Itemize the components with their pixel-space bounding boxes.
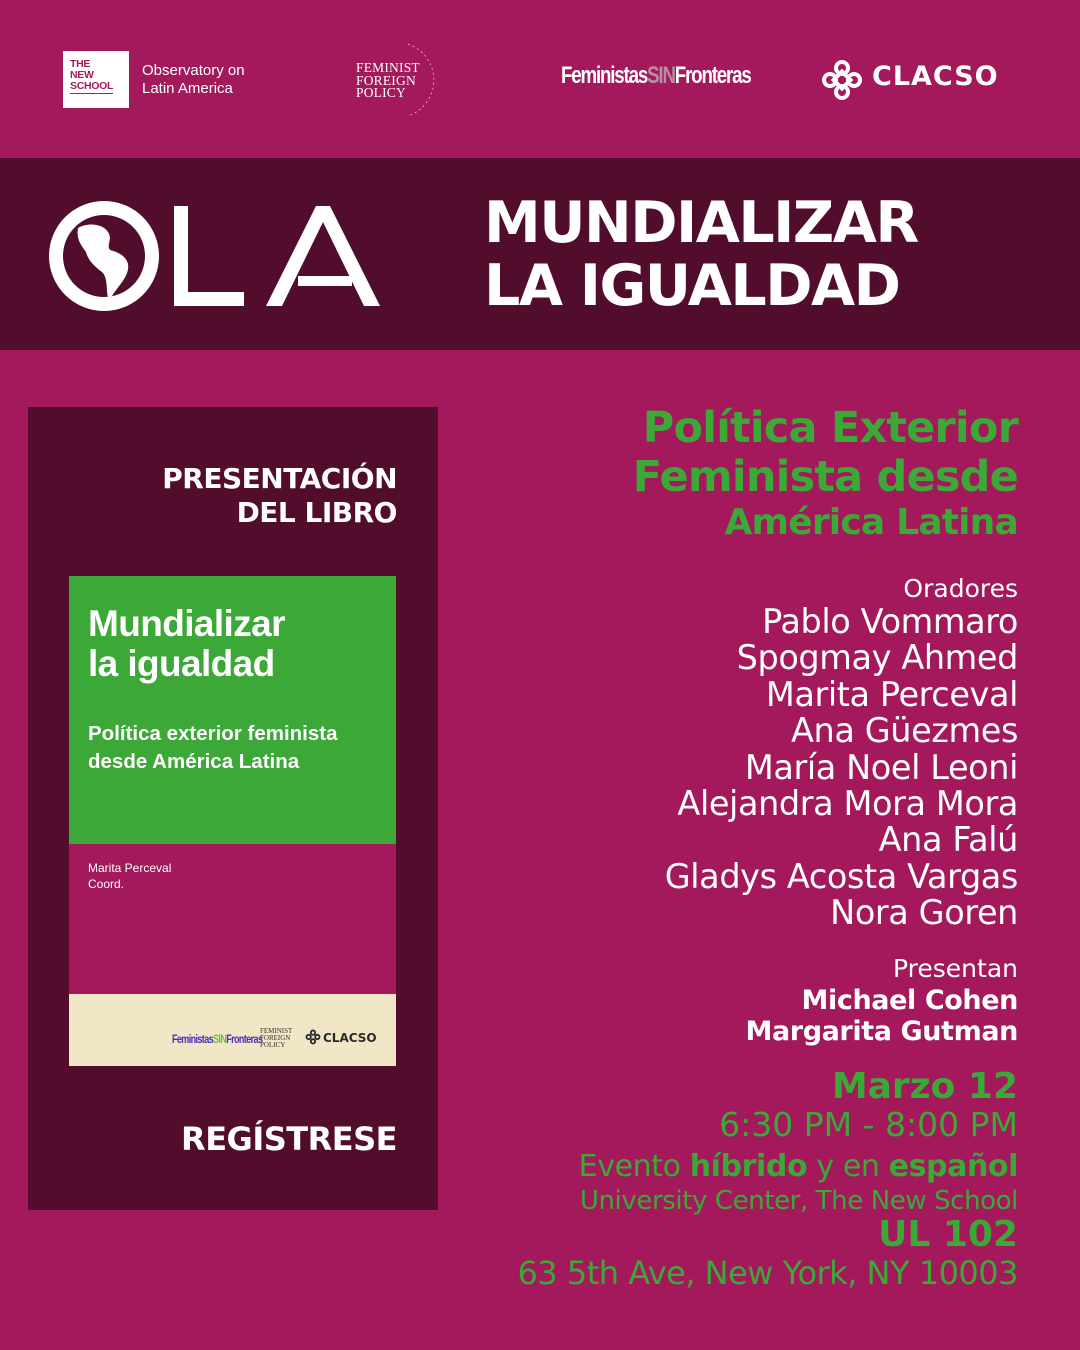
fsf-part1: Feministas [561, 62, 648, 89]
book-ffp-line1: FEMINIST [260, 1027, 293, 1035]
speaker-name: María Noel Leoni [744, 747, 1018, 787]
speaker-name: Ana Güezmes [790, 711, 1018, 751]
event-title-line3: América Latina [724, 502, 1018, 543]
event-address: 63 5th Ave, New York, NY 10003 [517, 1254, 1018, 1292]
clacso-logo-text: CLACSO [872, 61, 999, 92]
book-fsf-part3: Fronteras [226, 1032, 263, 1046]
ffp-line3: POLICY [356, 85, 406, 100]
ffp-line2: FOREIGN [356, 72, 416, 88]
new-school-logo-line3: SCHOOL [70, 80, 114, 92]
book-author-name: Marita Perceval [88, 861, 172, 875]
speakers-list [665, 604, 1018, 932]
speaker-name: Gladys Acosta Vargas [664, 856, 1018, 896]
card-heading-line1: PRESENTACIÓN [162, 462, 397, 495]
observatory-line1: Observatory on [142, 62, 245, 79]
book-cover [69, 576, 396, 1066]
event-time: 6:30 PM - 8:00 PM [719, 1105, 1018, 1144]
book-clacso-text: CLACSO [323, 1031, 377, 1045]
speaker-name: Nora Goren [830, 893, 1018, 933]
speaker-name: Spogmay Ahmed [736, 638, 1018, 678]
fsf-part3: Fronteras [674, 62, 751, 89]
clacso-knot-icon [820, 58, 864, 102]
book-ffp-logo [260, 1028, 292, 1049]
book-fsf-logo [172, 1032, 262, 1046]
ffp-line1: FEMINIST [356, 60, 420, 75]
card-heading-line2: DEL LIBRO [236, 496, 397, 529]
observatory-text [142, 62, 245, 98]
event-mode-middle: y en [807, 1149, 889, 1184]
event-mode-prefix: Evento [578, 1149, 690, 1184]
book-title-line2: la igualdad [88, 643, 275, 684]
banner-title [484, 192, 918, 318]
banner-title-line2: LA IGUALDAD [484, 253, 900, 319]
book-title-line1: Mundializar [88, 603, 285, 644]
presenters-list [745, 985, 1018, 1047]
book-title [88, 604, 285, 684]
event-date: Marzo 12 [831, 1066, 1018, 1107]
book-subtitle-line2: desde América Latina [88, 750, 300, 773]
event-mode [579, 1150, 1018, 1184]
book-cover-logo-strip [69, 994, 396, 1066]
event-venue: University Center, The New School [579, 1186, 1018, 1216]
book-fsf-part2: SIN [213, 1032, 227, 1046]
book-subtitle-line1: Política exterior feminista [88, 722, 338, 745]
book-ffp-line3: POLICY [260, 1041, 286, 1049]
feminist-foreign-policy-logo [356, 62, 420, 100]
observatory-line2: Latin America [142, 80, 233, 97]
event-room: UL 102 [878, 1214, 1018, 1255]
new-school-logo [63, 51, 129, 108]
speaker-name: Alejandra Mora Mora [677, 784, 1018, 824]
banner-title-line1: MUNDIALIZAR [484, 190, 918, 256]
new-school-logo-line2: NEW [70, 69, 94, 81]
event-mode-language: español [888, 1149, 1018, 1184]
ola-wordmark-icon [48, 200, 398, 312]
card-heading [162, 462, 397, 530]
speaker-name: Marita Perceval [765, 674, 1018, 714]
book-ffp-line2: FOREIGN [260, 1034, 291, 1042]
feministas-sin-fronteras-logo [561, 62, 751, 90]
book-clacso-knot-icon [305, 1029, 321, 1045]
event-mode-hybrid: híbrido [689, 1149, 808, 1184]
book-fsf-part1: Feministas [172, 1032, 214, 1046]
book-author [88, 860, 171, 892]
speaker-name: Ana Falú [878, 820, 1018, 860]
book-subtitle [88, 720, 338, 776]
event-title-line2: Feminista desde [632, 452, 1018, 502]
fsf-part2: SIN [647, 62, 675, 89]
speakers-label: Oradores [903, 574, 1018, 603]
speaker-name: Pablo Vommaro [762, 602, 1018, 641]
event-title [633, 404, 1018, 544]
book-author-role: Coord. [88, 877, 125, 891]
presenters-label: Presentan [893, 954, 1018, 983]
presenter-name: Michael Cohen [801, 985, 1018, 1016]
new-school-logo-line1: THE [70, 58, 91, 70]
presenter-name: Margarita Gutman [745, 1016, 1018, 1047]
register-button[interactable]: REGÍSTRESE [181, 1120, 397, 1158]
event-title-line1: Política Exterior [642, 403, 1018, 453]
